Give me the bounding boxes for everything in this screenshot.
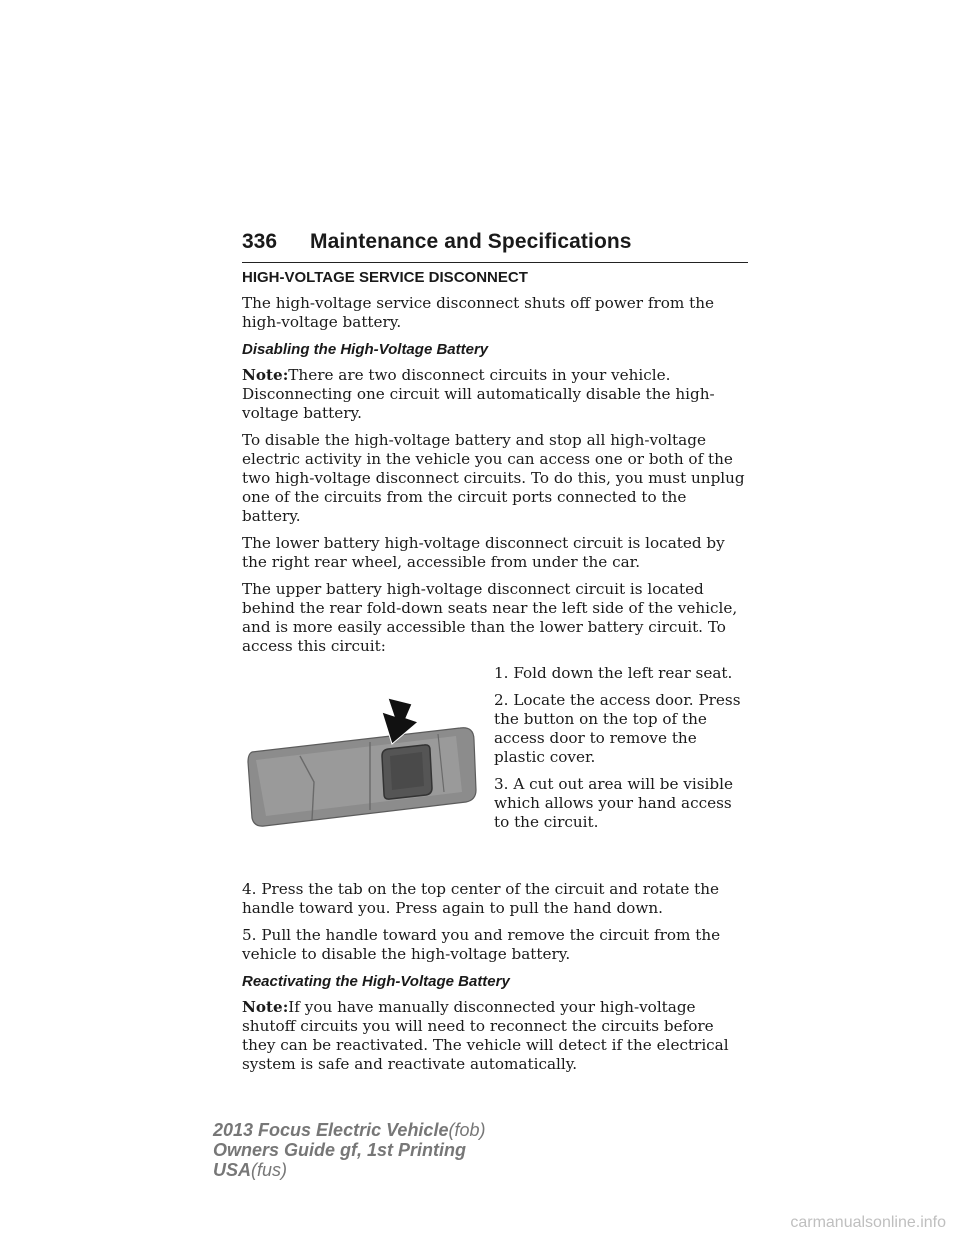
section-title: Maintenance and Specifications: [310, 230, 632, 253]
heading-disabling: Disabling the High-Voltage Battery: [242, 341, 489, 358]
seat-access-door-illustration: [242, 694, 482, 834]
step-item: 5. Pull the handle toward you and remove the circuit from the vehicle to disable the high-voltage battery.: [242, 926, 721, 963]
main-content: [242, 268, 748, 1082]
intro-paragraph: The high-voltage service disconnect shuts off power from the high-voltage battery.: [242, 294, 714, 331]
steps-list: [494, 664, 748, 840]
page-header: [242, 230, 748, 263]
note-text: If you have manually disconnected your high-voltage shutoff circuits you will need to reconnect the circuits before they can be reactivated. The vehicle will detect if the electrical system is safe and reactivate automatically.: [242, 998, 729, 1073]
paragraph-lower-circuit: The lower battery high-voltage disconnect circuit is located by the right rear wheel, accessible from under the car.: [242, 534, 725, 571]
note-reactivating: [242, 998, 748, 1074]
footer-market: USA: [213, 1160, 252, 1180]
note-label: Note:: [242, 998, 289, 1016]
footer-line: Owners Guide gf, 1st Printing: [213, 1140, 467, 1160]
page-number: 336: [242, 230, 278, 253]
footer-line: [213, 1120, 485, 1140]
figure-with-steps: [242, 664, 748, 872]
paragraph-upper-circuit: The upper battery high-voltage disconnect circuit is located behind the rear fold-down seats near the left side of the vehicle, and is more easily accessible than the lower battery circuit. To access this circuit:: [242, 580, 738, 655]
note-disabling: [242, 366, 748, 423]
note-text: There are two disconnect circuits in your vehicle. Disconnecting one circuit will automatically disable the high-voltage battery.: [242, 366, 715, 422]
step-item: 1. Fold down the left rear seat.: [494, 664, 733, 682]
step-item: 2. Locate the access door. Press the button on the top of the access door to remove the plastic cover.: [494, 691, 741, 766]
heading-service-disconnect: HIGH-VOLTAGE SERVICE DISCONNECT: [242, 269, 528, 286]
footer-line: [213, 1160, 485, 1180]
watermark: carmanualsonline.info: [790, 1214, 946, 1231]
footer-market-code: (fus): [251, 1160, 288, 1180]
heading-reactivating: Reactivating the High-Voltage Battery: [242, 973, 510, 990]
document-footer: [213, 1120, 485, 1180]
footer-model: 2013 Focus Electric Vehicle: [213, 1120, 449, 1140]
step-item: 3. A cut out area will be visible which allows your hand access to the circuit.: [494, 775, 733, 831]
note-label: Note:: [242, 366, 289, 384]
paragraph-disable: To disable the high-voltage battery and stop all high-voltage electric activity in the vehicle you can access one or both of the two high-voltage disconnect circuits. To do this, you must unplug one of the circuits from the circuit ports connected to the battery.: [242, 431, 745, 525]
step-item: 4. Press the tab on the top center of the circuit and rotate the handle toward you. Press again to pull the hand down.: [242, 880, 720, 917]
footer-code: (fob): [448, 1120, 486, 1140]
